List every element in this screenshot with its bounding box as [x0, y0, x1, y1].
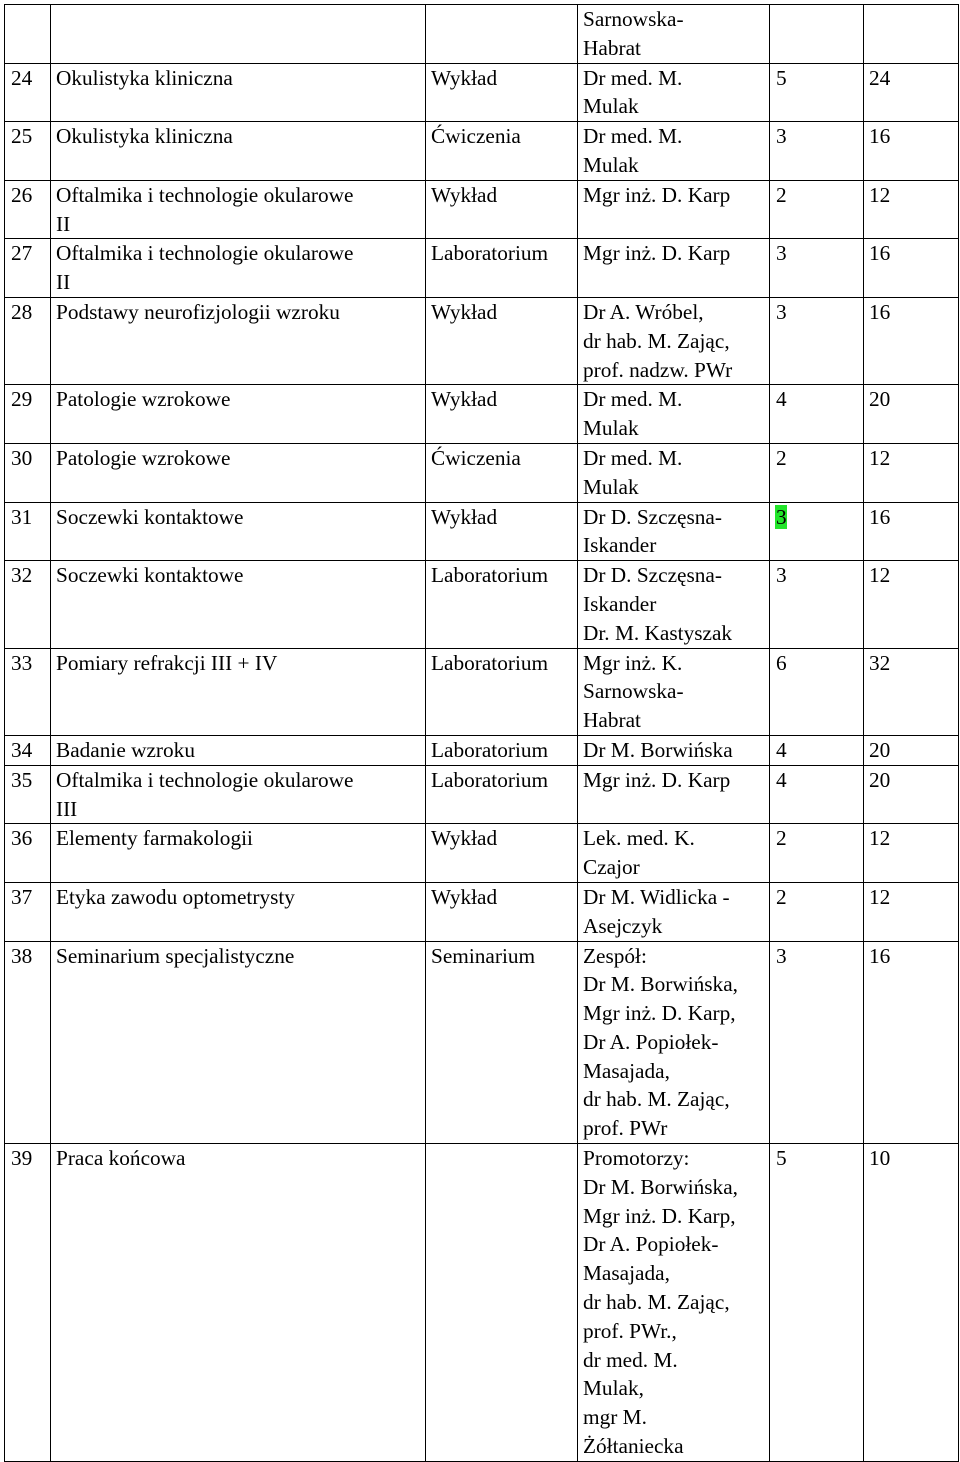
hours-text: 6 — [776, 650, 787, 675]
table-row — [5, 385, 959, 444]
subject-name: Pomiary refrakcji III + IV — [51, 648, 426, 735]
row-number: 33 — [5, 648, 51, 735]
points-value: 16 — [864, 239, 959, 298]
subject-name: Soczewki kontaktowe — [51, 502, 426, 561]
hours-text: 3 — [776, 943, 787, 968]
table-row — [5, 5, 959, 64]
lecturer-name: Promotorzy: Dr M. Borwińska, Mgr inż. D. Karp, Dr A. Popiołek- Masajada, dr hab. M. Zając, prof. PWr., dr med. M. Mulak, mgr M. Żółtaniecka — [578, 1144, 770, 1462]
points-value: 12 — [864, 180, 959, 239]
lecturer-name: Dr M. Borwińska — [578, 735, 770, 765]
hours-text: 3 — [776, 124, 787, 149]
subject-name: Etyka zawodu optometrysty — [51, 882, 426, 941]
row-number: 34 — [5, 735, 51, 765]
table-row — [5, 561, 959, 648]
row-number — [5, 5, 51, 64]
table-row — [5, 882, 959, 941]
class-form: Seminarium — [426, 941, 578, 1144]
hours-text: 4 — [776, 737, 787, 762]
table-row — [5, 941, 959, 1144]
hours-value — [770, 5, 864, 64]
lecturer-name: Dr D. Szczęsna- Iskander — [578, 502, 770, 561]
row-number: 36 — [5, 824, 51, 883]
table-row — [5, 180, 959, 239]
subject-name: Podstawy neurofizjologii wzroku — [51, 297, 426, 384]
table-row — [5, 443, 959, 502]
points-value: 12 — [864, 561, 959, 648]
hours-value — [770, 1144, 864, 1462]
hours-text: 3 — [776, 299, 787, 324]
lecturer-name: Zespół: Dr M. Borwińska, Mgr inż. D. Karp, Dr A. Popiołek- Masajada, dr hab. M. Zając, prof. PWr — [578, 941, 770, 1144]
class-form: Laboratorium — [426, 735, 578, 765]
subject-name: Badanie wzroku — [51, 735, 426, 765]
table-row — [5, 297, 959, 384]
row-number: 29 — [5, 385, 51, 444]
class-form: Wykład — [426, 824, 578, 883]
points-value — [864, 5, 959, 64]
row-number: 32 — [5, 561, 51, 648]
hours-text: 2 — [776, 182, 787, 207]
hours-text: 4 — [776, 387, 787, 412]
hours-text: 5 — [776, 65, 787, 90]
hours-value — [770, 443, 864, 502]
points-value: 32 — [864, 648, 959, 735]
class-form: Laboratorium — [426, 239, 578, 298]
subject-name: Praca końcowa — [51, 1144, 426, 1462]
row-number: 25 — [5, 122, 51, 181]
points-value: 16 — [864, 122, 959, 181]
hours-text: 2 — [776, 445, 787, 470]
lecturer-name: Dr med. M. Mulak — [578, 122, 770, 181]
table-row — [5, 239, 959, 298]
class-form: Laboratorium — [426, 561, 578, 648]
lecturer-name: Dr M. Widlicka - Asejczyk — [578, 882, 770, 941]
points-value: 12 — [864, 824, 959, 883]
table-row — [5, 648, 959, 735]
hours-value — [770, 882, 864, 941]
lecturer-name: Dr med. M. Mulak — [578, 63, 770, 122]
lecturer-name: Mgr inż. K. Sarnowska- Habrat — [578, 648, 770, 735]
class-form: Wykład — [426, 297, 578, 384]
hours-value — [770, 385, 864, 444]
points-value: 16 — [864, 941, 959, 1144]
highlighted-hours: 3 — [776, 504, 787, 529]
table-row — [5, 824, 959, 883]
class-form: Wykład — [426, 502, 578, 561]
hours-value — [770, 765, 864, 824]
hours-value — [770, 297, 864, 384]
hours-value — [770, 63, 864, 122]
lecturer-name: Dr A. Wróbel, dr hab. M. Zając, prof. nadzw. PWr — [578, 297, 770, 384]
hours-value — [770, 824, 864, 883]
points-value: 16 — [864, 502, 959, 561]
hours-value — [770, 502, 864, 561]
row-number: 30 — [5, 443, 51, 502]
subject-name: Seminarium specjalistyczne — [51, 941, 426, 1144]
table-row — [5, 122, 959, 181]
table-row — [5, 735, 959, 765]
points-value: 20 — [864, 735, 959, 765]
hours-text: 4 — [776, 767, 787, 792]
table-row — [5, 502, 959, 561]
lecturer-name: Lek. med. K. Czajor — [578, 824, 770, 883]
subject-name: Patologie wzrokowe — [51, 443, 426, 502]
row-number: 24 — [5, 63, 51, 122]
points-value: 24 — [864, 63, 959, 122]
lecturer-name: Dr med. M. Mulak — [578, 385, 770, 444]
hours-value — [770, 239, 864, 298]
course-table — [4, 4, 959, 1462]
subject-name: Patologie wzrokowe — [51, 385, 426, 444]
class-form: Wykład — [426, 385, 578, 444]
class-form — [426, 1144, 578, 1462]
subject-name: Oftalmika i technologie okularowe II — [51, 239, 426, 298]
row-number: 39 — [5, 1144, 51, 1462]
points-value: 16 — [864, 297, 959, 384]
lecturer-name: Mgr inż. D. Karp — [578, 765, 770, 824]
table-row — [5, 1144, 959, 1462]
subject-name: Okulistyka kliniczna — [51, 63, 426, 122]
class-form: Wykład — [426, 180, 578, 239]
row-number: 27 — [5, 239, 51, 298]
hours-text — [775, 7, 776, 31]
hours-text: 2 — [776, 884, 787, 909]
class-form: Wykład — [426, 63, 578, 122]
subject-name: Oftalmika i technologie okularowe II — [51, 180, 426, 239]
subject-name: Oftalmika i technologie okularowe III — [51, 765, 426, 824]
lecturer-name: Dr med. M. Mulak — [578, 443, 770, 502]
hours-value — [770, 941, 864, 1144]
hours-text: 3 — [776, 241, 787, 266]
lecturer-name: Sarnowska- Habrat — [578, 5, 770, 64]
subject-name: Elementy farmakologii — [51, 824, 426, 883]
row-number: 37 — [5, 882, 51, 941]
row-number: 38 — [5, 941, 51, 1144]
row-number: 35 — [5, 765, 51, 824]
hours-text: 5 — [776, 1146, 787, 1171]
lecturer-name: Mgr inż. D. Karp — [578, 239, 770, 298]
course-table-body — [5, 5, 959, 1462]
class-form — [426, 5, 578, 64]
row-number: 26 — [5, 180, 51, 239]
table-row — [5, 765, 959, 824]
hours-value — [770, 122, 864, 181]
class-form: Laboratorium — [426, 765, 578, 824]
hours-value — [770, 648, 864, 735]
row-number: 31 — [5, 502, 51, 561]
table-row — [5, 63, 959, 122]
row-number: 28 — [5, 297, 51, 384]
lecturer-name: Dr D. Szczęsna- Iskander Dr. M. Kastyszak — [578, 561, 770, 648]
points-value: 20 — [864, 385, 959, 444]
hours-value — [770, 561, 864, 648]
subject-name: Okulistyka kliniczna — [51, 122, 426, 181]
lecturer-name: Mgr inż. D. Karp — [578, 180, 770, 239]
points-value: 20 — [864, 765, 959, 824]
points-value: 10 — [864, 1144, 959, 1462]
hours-value — [770, 735, 864, 765]
class-form: Ćwiczenia — [426, 122, 578, 181]
class-form: Laboratorium — [426, 648, 578, 735]
subject-name — [51, 5, 426, 64]
hours-text: 3 — [776, 563, 787, 588]
hours-value — [770, 180, 864, 239]
subject-name: Soczewki kontaktowe — [51, 561, 426, 648]
points-value: 12 — [864, 882, 959, 941]
points-value: 12 — [864, 443, 959, 502]
hours-text: 2 — [776, 826, 787, 851]
class-form: Wykład — [426, 882, 578, 941]
class-form: Ćwiczenia — [426, 443, 578, 502]
